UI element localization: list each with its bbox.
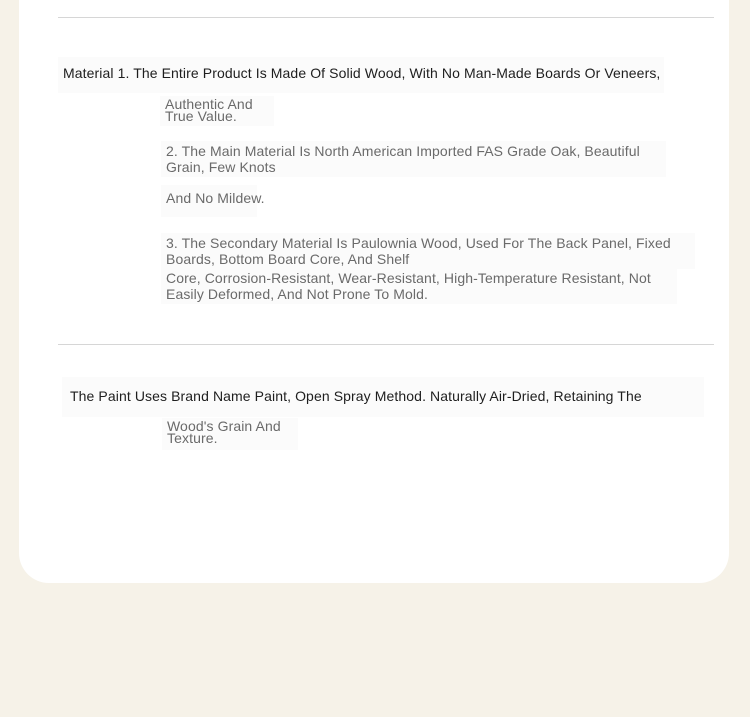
material-heading: Material 1. The Entire Product Is Made Of Solid Wood, With No Man-Made Boards Or Veneers,	[58, 57, 664, 93]
material-point-2-continued: And No Mildew.	[161, 185, 257, 217]
material-point-2: 2. The Main Material Is North American Imported FAS Grade Oak, Beautiful Grain, Few Knots	[161, 141, 666, 177]
divider-middle	[58, 344, 714, 345]
paint-heading-continued: Wood's Grain And Texture.	[162, 418, 298, 450]
divider-top	[58, 17, 714, 18]
paint-heading: The Paint Uses Brand Name Paint, Open Spray Method. Naturally Air-Dried, Retaining The	[62, 377, 704, 417]
material-point-3: 3. The Secondary Material Is Paulownia Wood, Used For The Back Panel, Fixed Boards, Bottom Board Core, And Shelf	[161, 233, 695, 269]
material-heading-continued: Authentic And True Value.	[160, 96, 274, 126]
material-point-3-continued: Core, Corrosion-Resistant, Wear-Resistant, High-Temperature Resistant, Not Easily Deformed, And Not Prone To Mold.	[161, 268, 677, 304]
